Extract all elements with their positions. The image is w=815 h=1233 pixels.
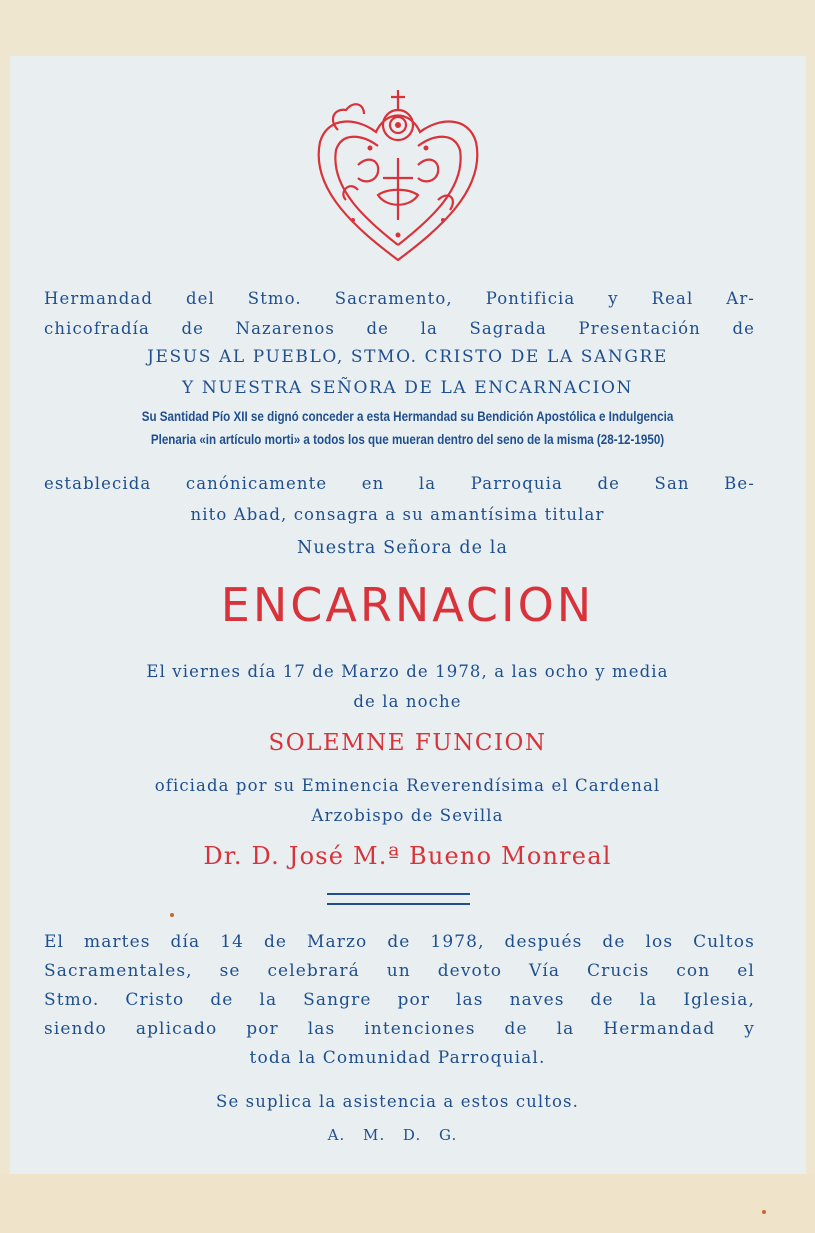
via-crucis-line-2: Sacramentales, se celebrará un devoto Vía Crucis con el xyxy=(44,961,755,981)
paper-speck xyxy=(170,913,174,917)
closing-request: Se suplica la asistencia a estos cultos. xyxy=(216,1092,579,1111)
officiant-name: Dr. D. José M.ª Bueno Monreal xyxy=(203,842,612,870)
via-crucis-line-5: toda la Comunidad Parroquial. xyxy=(249,1048,546,1068)
title-encarnacion: ENCARNACION xyxy=(220,578,595,632)
card-bottom-edge xyxy=(0,1174,815,1233)
via-crucis-line-3: Stmo. Cristo de la Sangre por las naves de la Iglesia, xyxy=(44,990,755,1010)
indulgence-line-1: Su Santidad Pío XII se dignó conceder a esta Hermandad su Bendición Apostólica e Indulgencia xyxy=(141,409,674,425)
function-date-line-1: El viernes día 17 de Marzo de 1978, a las ocho y media xyxy=(146,662,669,681)
header-line-2: chicofradía de Nazarenos de la Sagrada Presentación de xyxy=(44,319,755,338)
paper-speck xyxy=(762,1210,766,1214)
indulgence-line-2: Plenaria «in artículo morti» a todos los que mueran dentro del seno de la misma (28-12-1950) xyxy=(150,432,665,448)
header-line-1: Hermandad del Stmo. Sacramento, Pontificia y Real Ar- xyxy=(44,289,755,308)
intro-line-1: establecida canónicamente en la Parroquia de San Be- xyxy=(44,474,755,493)
via-crucis-line-4: siendo aplicado por las intenciones de la Hermandad y xyxy=(44,1019,755,1039)
header-line-4: Y NUESTRA SEÑORA DE LA ENCARNACION xyxy=(182,378,633,398)
closing-amdg: A. M. D. G. xyxy=(327,1126,458,1144)
header-line-3: JESUS AL PUEBLO, STMO. CRISTO DE LA SANGRE xyxy=(147,347,668,367)
via-crucis-line-1: El martes día 14 de Marzo de 1978, después de los Cultos xyxy=(44,932,755,952)
divider-rule-top xyxy=(327,893,470,895)
officiant-line-2: Arzobispo de Sevilla xyxy=(311,806,504,825)
function-date-line-2: de la noche xyxy=(353,692,462,711)
function-heading: SOLEMNE FUNCION xyxy=(268,730,547,756)
officiant-line-1: oficiada por su Eminencia Reverendísima el Cardenal xyxy=(154,776,661,795)
brotherhood-coat-of-arms-emblem xyxy=(298,70,498,270)
divider-rule-bottom xyxy=(327,903,470,905)
intro-line-2: nito Abad, consagra a su amantísima titular xyxy=(190,505,605,524)
intro-line-3: Nuestra Señora de la xyxy=(297,538,508,558)
